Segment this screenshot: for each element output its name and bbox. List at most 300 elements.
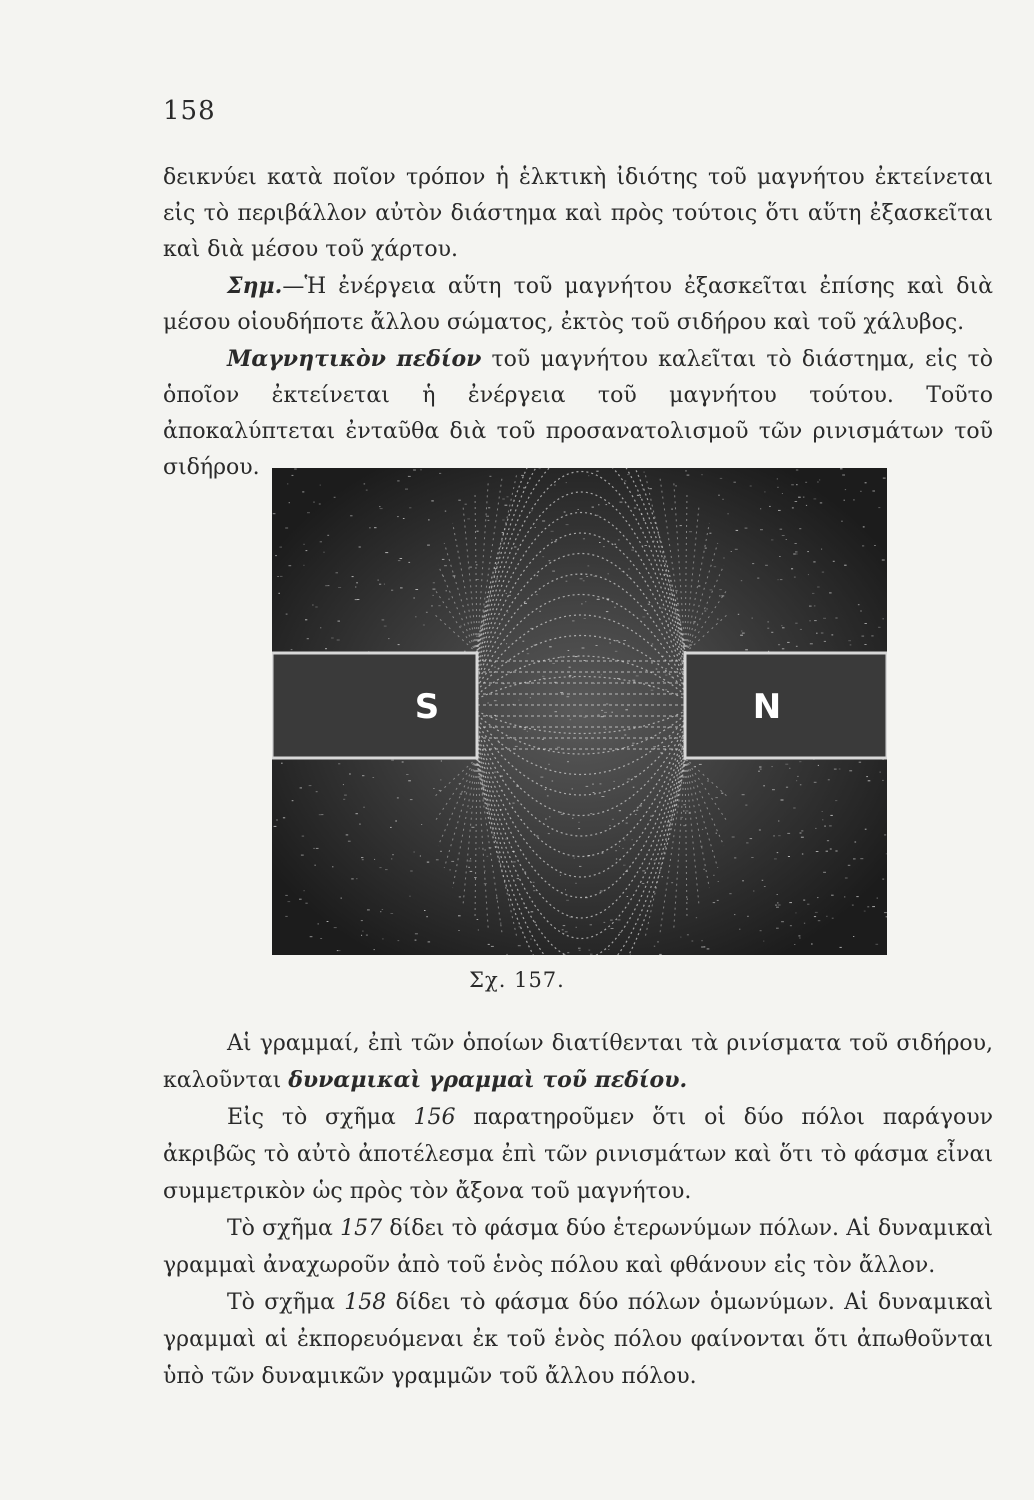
- iron-filing: [367, 909, 370, 910]
- iron-filing: [685, 470, 687, 471]
- iron-filing: [759, 830, 761, 831]
- iron-filing: [543, 678, 545, 679]
- iron-filing: [781, 625, 782, 626]
- iron-filing: [779, 556, 780, 557]
- iron-filing: [388, 638, 389, 639]
- iron-filing: [495, 725, 496, 726]
- iron-filing: [795, 543, 797, 544]
- iron-filing: [694, 621, 696, 622]
- iron-filing: [778, 510, 781, 511]
- iron-filing: [382, 909, 383, 910]
- iron-filing: [339, 950, 340, 951]
- iron-filing: [474, 877, 476, 878]
- paragraph-text: Αἱ γραμμαί, ἐπὶ τῶν ὁποίων διατίθενται τὰ ρινίσματα τοῦ σιδήρου, καλοῦνται: [163, 1031, 993, 1093]
- iron-filing: [763, 785, 765, 786]
- iron-filing: [617, 678, 620, 679]
- iron-filing: [495, 568, 498, 569]
- iron-filing: [327, 921, 329, 922]
- iron-filing: [650, 816, 652, 817]
- iron-filing: [328, 585, 330, 586]
- iron-filing: [494, 667, 495, 668]
- iron-filing: [695, 766, 696, 767]
- iron-filing: [545, 819, 547, 820]
- iron-filing: [357, 599, 359, 600]
- iron-filing: [560, 657, 562, 658]
- iron-filing: [759, 767, 761, 768]
- iron-filing: [441, 761, 442, 762]
- iron-filing: [840, 947, 842, 948]
- iron-filing: [431, 500, 434, 501]
- iron-filing: [534, 645, 537, 646]
- iron-filing: [542, 676, 544, 677]
- iron-filing: [568, 650, 570, 651]
- iron-filing: [302, 836, 304, 837]
- iron-filing: [280, 576, 283, 577]
- iron-filing: [677, 603, 679, 604]
- iron-filing: [458, 930, 460, 931]
- iron-filing: [344, 795, 347, 796]
- iron-filing: [444, 565, 447, 566]
- iron-filing: [676, 485, 677, 486]
- iron-filing: [828, 779, 830, 780]
- iron-filing: [886, 853, 887, 854]
- iron-filing: [675, 590, 678, 591]
- paragraph-definition: [163, 341, 993, 486]
- iron-filing: [663, 746, 666, 747]
- iron-filing: [512, 851, 515, 852]
- iron-filing: [741, 631, 742, 632]
- iron-filing: [585, 897, 588, 898]
- iron-filing: [397, 516, 398, 517]
- iron-filing: [531, 911, 534, 912]
- iron-filing: [777, 487, 778, 488]
- iron-filing: [812, 593, 814, 594]
- iron-filing: [291, 649, 293, 650]
- iron-filing: [809, 606, 812, 607]
- iron-filing: [768, 621, 769, 622]
- iron-filing: [773, 835, 775, 836]
- iron-filing: [606, 704, 608, 705]
- iron-filing: [549, 560, 551, 561]
- iron-filing: [433, 582, 435, 583]
- iron-filing: [762, 880, 764, 881]
- iron-filing: [793, 808, 795, 809]
- iron-filing: [499, 742, 500, 743]
- iron-filing: [505, 839, 508, 840]
- iron-filing: [634, 776, 635, 777]
- iron-filing: [592, 784, 594, 785]
- iron-filing: [719, 589, 722, 590]
- iron-filing: [865, 623, 867, 624]
- iron-filing: [672, 595, 674, 596]
- iron-filing: [829, 825, 832, 826]
- iron-filing: [619, 932, 621, 933]
- iron-filing: [392, 854, 394, 855]
- iron-filing: [734, 914, 735, 915]
- iron-filing: [304, 890, 305, 891]
- iron-filing: [627, 474, 630, 475]
- iron-filing: [319, 814, 322, 815]
- iron-filing: [799, 938, 800, 939]
- iron-filing: [362, 775, 364, 776]
- iron-filing: [428, 941, 431, 942]
- iron-filing: [390, 827, 392, 828]
- iron-filing: [707, 948, 710, 949]
- iron-filing: [472, 827, 475, 828]
- iron-filing: [423, 625, 425, 626]
- iron-filing: [760, 529, 763, 530]
- iron-filing: [853, 499, 854, 500]
- iron-filing: [777, 894, 778, 895]
- iron-filing: [689, 813, 691, 814]
- iron-filing: [610, 920, 613, 921]
- note-label: Σημ.: [227, 273, 283, 299]
- iron-filing: [882, 780, 883, 781]
- iron-filing: [590, 813, 592, 814]
- iron-filing: [320, 485, 321, 486]
- iron-filing: [789, 902, 792, 903]
- iron-filing: [584, 618, 586, 619]
- iron-filing: [518, 945, 521, 946]
- iron-filing: [566, 524, 569, 525]
- iron-filing: [623, 640, 626, 641]
- iron-filing: [520, 668, 521, 669]
- iron-filing: [408, 562, 410, 563]
- iron-filing: [505, 505, 508, 506]
- iron-filing: [872, 906, 875, 907]
- iron-filing: [839, 769, 841, 770]
- iron-filing: [406, 774, 408, 775]
- iron-filing: [575, 883, 577, 884]
- iron-filing: [351, 878, 354, 879]
- iron-filing: [667, 624, 669, 625]
- iron-filing: [331, 638, 334, 639]
- iron-filing: [379, 506, 381, 507]
- iron-filing: [886, 916, 887, 917]
- iron-filing: [464, 791, 466, 792]
- iron-filing: [352, 576, 354, 577]
- iron-filing: [506, 593, 507, 594]
- iron-filing: [554, 485, 555, 486]
- iron-filing: [527, 653, 529, 654]
- iron-filing: [830, 815, 832, 816]
- iron-filing: [502, 520, 504, 521]
- iron-filing: [822, 811, 823, 812]
- iron-filing: [327, 535, 329, 536]
- iron-filing: [316, 848, 319, 849]
- paragraph-text: Τὸ σχῆμα: [227, 1216, 341, 1241]
- iron-filing: [494, 772, 497, 773]
- iron-filing: [665, 668, 666, 669]
- iron-filing: [723, 558, 725, 559]
- iron-filing: [665, 574, 667, 575]
- iron-filing: [574, 858, 575, 859]
- iron-filing: [533, 882, 535, 883]
- iron-filing: [440, 779, 442, 780]
- iron-filing: [855, 842, 857, 843]
- iron-filing: [542, 739, 544, 740]
- iron-filing: [811, 944, 813, 945]
- iron-filing: [431, 605, 433, 606]
- iron-filing: [795, 912, 796, 913]
- iron-filing: [680, 525, 682, 526]
- iron-filing: [632, 680, 635, 681]
- iron-filing: [863, 526, 865, 527]
- iron-filing: [566, 482, 567, 483]
- iron-filing: [478, 930, 479, 931]
- iron-filing: [852, 905, 854, 906]
- iron-filing: [669, 798, 672, 799]
- iron-filing: [687, 934, 689, 935]
- iron-filing: [734, 482, 736, 483]
- iron-filing: [787, 833, 790, 834]
- iron-filing: [600, 783, 602, 784]
- iron-filing: [818, 920, 821, 921]
- iron-filing: [470, 808, 471, 809]
- iron-filing: [692, 941, 694, 942]
- iron-filing: [535, 527, 537, 528]
- iron-filing: [827, 840, 829, 841]
- iron-filing: [801, 830, 803, 831]
- iron-filing: [409, 896, 411, 897]
- iron-filing: [626, 823, 628, 824]
- iron-filing: [782, 535, 785, 536]
- paragraph-text: δίδει τὸ φάσμα δύο ἑτερωνύμων πόλων. Αἱ δυναμικαὶ γραμμαὶ ἀναχωροῦν ἀπὸ τοῦ ἑνὸς πόλου καὶ φθάνουν εἰς τὸν ἄλλον.: [163, 1216, 993, 1278]
- iron-filing: [750, 486, 752, 487]
- iron-filing: [517, 878, 519, 879]
- iron-filing: [359, 824, 361, 825]
- iron-filing: [705, 548, 707, 549]
- iron-filing: [627, 779, 629, 780]
- iron-filing: [488, 944, 490, 945]
- iron-filing: [512, 803, 514, 804]
- iron-filing: [547, 795, 549, 796]
- iron-filing: [578, 509, 579, 510]
- iron-filing: [426, 612, 428, 613]
- iron-filing: [778, 821, 779, 822]
- iron-filing: [649, 488, 652, 489]
- iron-filing: [527, 683, 530, 684]
- iron-filing: [701, 947, 703, 948]
- iron-filing: [524, 729, 526, 730]
- iron-filing: [384, 626, 387, 627]
- iron-filing: [778, 905, 781, 906]
- iron-filing: [356, 878, 357, 879]
- iron-filing: [395, 821, 397, 822]
- iron-filing: [588, 475, 589, 476]
- iron-filing: [653, 860, 656, 861]
- iron-filing: [307, 638, 309, 639]
- iron-filing: [680, 817, 683, 818]
- iron-filing: [539, 468, 541, 469]
- iron-filing: [578, 822, 579, 823]
- iron-filing: [545, 789, 546, 790]
- iron-filing: [320, 938, 322, 939]
- iron-filing: [561, 814, 564, 815]
- iron-filing: [877, 898, 878, 899]
- iron-filing: [687, 899, 688, 900]
- iron-filing: [884, 912, 887, 913]
- iron-filing: [448, 599, 449, 600]
- iron-filing: [699, 764, 702, 765]
- iron-filing: [817, 482, 818, 483]
- iron-filing: [702, 829, 703, 830]
- iron-filing: [866, 776, 868, 777]
- iron-filing: [611, 928, 614, 929]
- iron-filing: [707, 781, 709, 782]
- iron-filing: [669, 826, 671, 827]
- iron-filing: [581, 603, 583, 604]
- iron-filing: [596, 471, 598, 472]
- iron-filing: [507, 612, 508, 613]
- iron-filing: [606, 611, 608, 612]
- iron-filing: [536, 836, 538, 837]
- iron-filing: [460, 794, 462, 795]
- iron-filing: [865, 482, 867, 483]
- iron-filing: [876, 944, 879, 945]
- iron-filing: [584, 717, 587, 718]
- iron-filing: [845, 878, 848, 879]
- iron-filing: [636, 675, 639, 676]
- iron-filing: [337, 640, 340, 641]
- iron-filing: [280, 547, 283, 548]
- iron-filing: [278, 576, 279, 577]
- iron-filing: [527, 731, 528, 732]
- iron-filing: [583, 580, 585, 581]
- iron-filing: [590, 924, 592, 925]
- bottom-text-block: [163, 1025, 993, 1395]
- iron-filing: [572, 677, 573, 678]
- iron-filing: [862, 636, 865, 637]
- iron-filing: [362, 931, 364, 932]
- iron-filing: [302, 491, 304, 492]
- iron-filing: [817, 897, 818, 898]
- iron-filing: [616, 850, 617, 851]
- iron-filing: [642, 883, 645, 884]
- iron-filing: [835, 800, 837, 801]
- iron-filing: [660, 752, 662, 753]
- iron-filing: [687, 475, 690, 476]
- iron-filing: [348, 841, 351, 842]
- iron-filing: [603, 737, 605, 738]
- iron-filing: [717, 619, 718, 620]
- iron-filing: [332, 866, 333, 867]
- iron-filing: [580, 578, 583, 579]
- iron-filing: [320, 541, 322, 542]
- iron-filing: [594, 683, 595, 684]
- iron-filing: [524, 872, 526, 873]
- iron-filing: [605, 729, 606, 730]
- iron-filing: [567, 761, 569, 762]
- iron-filing: [578, 828, 580, 829]
- figure-ref-158: 158: [344, 1290, 387, 1315]
- iron-filing: [487, 856, 489, 857]
- iron-filing: [651, 690, 654, 691]
- iron-filing: [465, 504, 467, 505]
- iron-filing: [459, 783, 462, 784]
- iron-filing: [701, 940, 703, 941]
- iron-filing: [336, 572, 339, 573]
- iron-filing: [625, 871, 628, 872]
- iron-filing: [753, 891, 754, 892]
- iron-filing: [798, 935, 800, 936]
- iron-filing: [601, 674, 602, 675]
- iron-filing: [566, 581, 568, 582]
- iron-filing: [581, 574, 583, 575]
- iron-filing: [415, 616, 416, 617]
- iron-filing: [597, 599, 600, 600]
- iron-filing: [797, 776, 799, 777]
- iron-filing: [549, 816, 550, 817]
- iron-filing: [845, 489, 846, 490]
- iron-filing: [569, 675, 571, 676]
- iron-filing: [507, 496, 509, 497]
- iron-filing: [777, 902, 779, 903]
- iron-filing: [747, 916, 749, 917]
- iron-filing: [356, 582, 358, 583]
- iron-filing: [871, 635, 873, 636]
- iron-filing: [468, 861, 471, 862]
- iron-filing: [793, 554, 796, 555]
- iron-filing: [500, 809, 502, 810]
- iron-filing: [408, 476, 411, 477]
- iron-filing: [665, 689, 666, 690]
- iron-filing: [883, 618, 884, 619]
- iron-filing: [338, 621, 341, 622]
- iron-filing: [772, 789, 775, 790]
- iron-filing: [428, 519, 430, 520]
- iron-filing: [796, 470, 798, 471]
- iron-filing: [470, 871, 473, 872]
- iron-filing: [530, 939, 531, 940]
- iron-filing: [796, 484, 798, 485]
- iron-filing: [731, 551, 732, 552]
- iron-filing: [458, 915, 461, 916]
- iron-filing: [822, 819, 823, 820]
- iron-filing: [408, 780, 411, 781]
- iron-filing: [478, 762, 480, 763]
- iron-filing: [513, 861, 516, 862]
- iron-filing: [409, 507, 411, 508]
- iron-filing: [739, 929, 740, 930]
- iron-filing: [829, 592, 832, 593]
- iron-filing: [780, 579, 783, 580]
- definition-text: τοῦ μαγνήτου καλεῖται τὸ διάστημα, εἰς τὸ ὁποῖον ἐκτείνεται ἡ ἐνέργεια τοῦ μαγνήτου τούτου. Τοῦτο ἀποκαλύπτεται ἐνταῦθα διὰ τοῦ προσανατολισμοῦ τῶν ρινισμάτων τοῦ σιδήρου.: [163, 347, 993, 480]
- iron-filing: [361, 935, 362, 936]
- iron-filing: [548, 833, 550, 834]
- iron-filing: [778, 644, 780, 645]
- iron-filing: [718, 495, 719, 496]
- iron-filing: [599, 542, 601, 543]
- iron-filing: [883, 478, 886, 479]
- iron-filing: [323, 552, 324, 553]
- iron-filing: [643, 520, 645, 521]
- iron-filing: [745, 528, 748, 529]
- iron-filing: [588, 855, 591, 856]
- iron-filings-illustration: [272, 468, 887, 955]
- iron-filing: [671, 677, 674, 678]
- iron-filing: [515, 746, 518, 747]
- iron-filing: [601, 796, 604, 797]
- iron-filing: [608, 949, 609, 950]
- iron-filing: [814, 620, 817, 621]
- iron-filing: [487, 703, 489, 704]
- iron-filing: [668, 597, 671, 598]
- iron-filing: [751, 857, 753, 858]
- iron-filing: [385, 552, 388, 553]
- iron-filing: [501, 790, 502, 791]
- iron-filing: [305, 619, 307, 620]
